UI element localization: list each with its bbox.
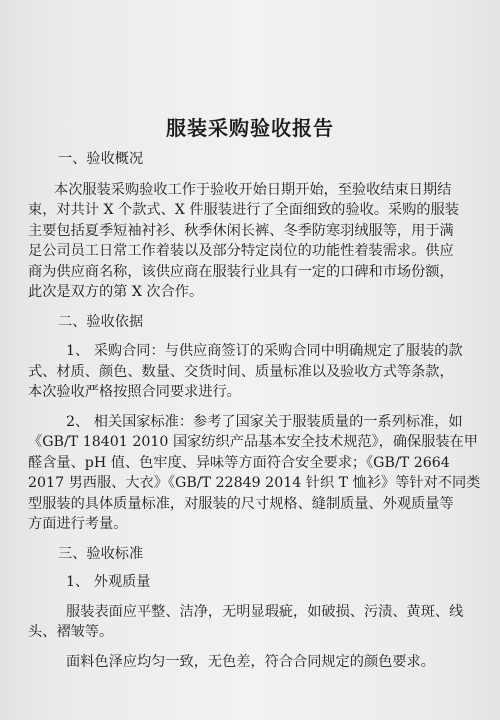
paragraph-line: 型服装的具体质量标准，对服装的尺寸规格、缝制质量、外观质量等 [28, 496, 454, 512]
paragraph-line: 束，对共计 X 个款式、X 件服装进行了全面细致的验收。采购的服装 [28, 202, 459, 218]
paragraph-line: 服装表面应平整、洁净，无明显瑕疵，如破损、污渍、黄斑、线 [66, 604, 464, 620]
paragraph-line: 2、 相关国家标准：参考了国家关于服装质量的一系列标准，如 [66, 414, 463, 430]
paragraph-line: 商为供应商名称，该供应商在服装行业具有一定的口碑和市场份额， [28, 264, 454, 280]
section-heading-overview: 一、验收概况 [58, 151, 144, 167]
paragraph-line: 主要包括夏季短袖衬衫、秋季休闲长裤、冬季防寒羽绒服等，用于满 [28, 223, 454, 239]
section-heading-standards: 三、验收标准 [58, 546, 144, 562]
paragraph-line: 足公司员工日常工作着装以及部分特定岗位的功能性着装需求。供应 [28, 243, 454, 259]
paragraph-line: 《GB/T 18401 2010 国家纺织产品基本安全技术规范》，确保服装在甲 [28, 434, 478, 450]
paragraph-line: 头、褶皱等。 [28, 624, 114, 640]
paragraph-line: 本次验收严格按照合同要求进行。 [28, 384, 241, 400]
section-heading-basis: 二、验收依据 [58, 314, 144, 330]
paragraph-line: 本次服装采购验收工作于验收开始日期开始，至验收结束日期结 [54, 182, 452, 198]
subsection-heading-appearance: 1、 外观质量 [66, 574, 151, 590]
paragraph-line: 1、 采购合同：与供应商签订的采购合同中明确规定了服装的款 [66, 343, 463, 359]
paragraph-line: 方面进行考量。 [28, 516, 128, 532]
paragraph-line: 2017 男西服、大衣》《GB/T 22849 2014 针织 T 恤衫》等针对不同类 [28, 475, 481, 491]
paragraph-line: 此次是双方的第 X 次合作。 [28, 284, 204, 300]
paragraph-line: 面料色泽应均匀一致，无色差，符合合同规定的颜色要求。 [66, 654, 435, 670]
paragraph-line: 醛含量、pH 值、色牢度、异味等方面符合安全要求；《GB/T 2664 [28, 455, 450, 471]
paragraph-line: 式、材质、颜色、数量、交货时间、质量标准以及验收方式等条款， [28, 364, 454, 380]
document-title: 服装采购验收报告 [166, 116, 334, 140]
